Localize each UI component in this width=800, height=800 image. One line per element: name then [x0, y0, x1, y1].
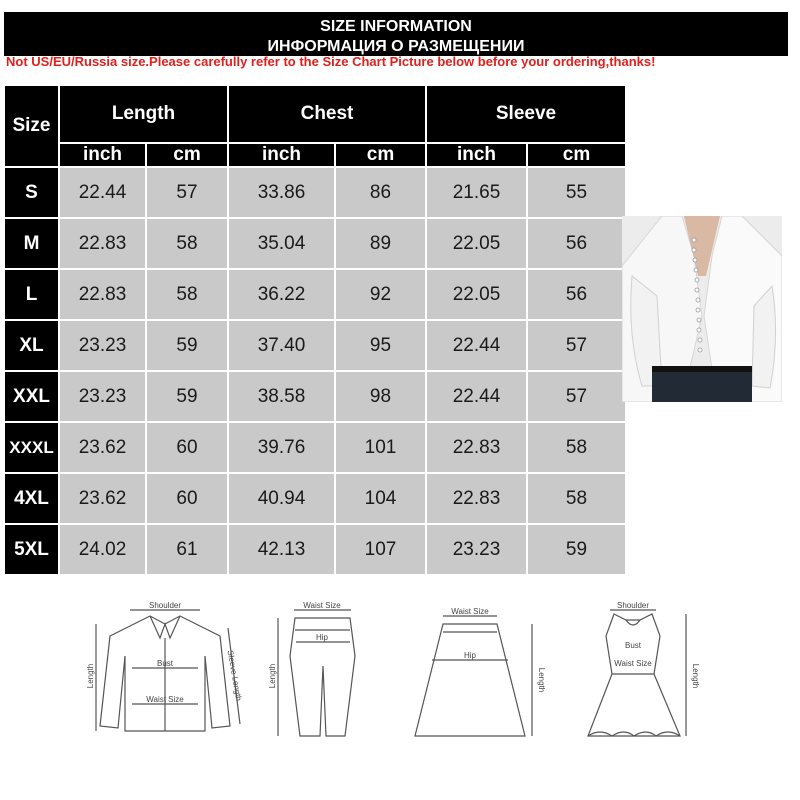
- table-row: [5, 219, 625, 268]
- skirt-waist-label: Waist Size: [451, 607, 489, 616]
- skirt-diagram: [415, 616, 532, 736]
- table-cell: 101: [336, 423, 425, 472]
- table-cell: 57: [528, 372, 625, 421]
- table-cell: 57: [528, 321, 625, 370]
- table-cell: 60: [147, 423, 227, 472]
- table-cell: 59: [528, 525, 625, 574]
- chest-header: Chest: [229, 86, 425, 142]
- unit-header: cm: [336, 144, 425, 166]
- table-cell: 23.62: [60, 423, 145, 472]
- size-label: XXXL: [5, 423, 58, 472]
- length-header: Length: [60, 86, 227, 142]
- size-label: L: [5, 270, 58, 319]
- size-label: XXL: [5, 372, 58, 421]
- table-cell: 22.44: [427, 321, 526, 370]
- skirt-length-label: Length: [537, 667, 546, 693]
- dress-waist-label: Waist Size: [614, 659, 652, 668]
- table-row: [5, 525, 625, 574]
- table-cell: 61: [147, 525, 227, 574]
- table-row: [5, 168, 625, 217]
- size-label: 4XL: [5, 474, 58, 523]
- unit-header: cm: [528, 144, 625, 166]
- table-cell: 42.13: [229, 525, 334, 574]
- unit-header: inch: [427, 144, 526, 166]
- table-cell: 107: [336, 525, 425, 574]
- size-label: M: [5, 219, 58, 268]
- skirt-hip-label: Hip: [463, 651, 477, 660]
- sleeve-header: Sleeve: [427, 86, 625, 142]
- table-cell: 58: [528, 423, 625, 472]
- shirt-length-label: Length: [86, 663, 95, 689]
- table-row: [5, 423, 625, 472]
- shirt-sleeve-label: Sleeve Length: [225, 649, 244, 702]
- unit-header: cm: [147, 144, 227, 166]
- table-cell: 59: [147, 321, 227, 370]
- size-chart-table: [3, 84, 627, 576]
- table-cell: 86: [336, 168, 425, 217]
- size-info-header: [4, 12, 788, 56]
- table-cell: 22.44: [427, 372, 526, 421]
- shirt-shoulder-label: Shoulder: [148, 601, 182, 610]
- size-notice: Not US/EU/Russia size.Please carefully refer to the Size Chart Picture below before your ordering,thanks!: [6, 55, 656, 69]
- title-russian: ИНФОРМАЦИЯ О РАЗМЕЩЕНИИ: [267, 38, 525, 55]
- table-cell: 39.76: [229, 423, 334, 472]
- table-cell: 22.83: [60, 270, 145, 319]
- shirt-diagram: [96, 610, 240, 731]
- table-cell: 22.05: [427, 219, 526, 268]
- table-cell: 22.05: [427, 270, 526, 319]
- table-cell: 36.22: [229, 270, 334, 319]
- table-row: [5, 270, 625, 319]
- table-cell: 92: [336, 270, 425, 319]
- blouse-image: [622, 216, 782, 402]
- pants-hip-label: Hip: [315, 633, 329, 642]
- table-cell: 23.23: [60, 321, 145, 370]
- table-cell: 56: [528, 270, 625, 319]
- table-cell: 58: [147, 270, 227, 319]
- table-cell: 22.83: [427, 423, 526, 472]
- unit-header: inch: [229, 144, 334, 166]
- table-cell: 21.65: [427, 168, 526, 217]
- table-cell: 98: [336, 372, 425, 421]
- table-cell: 37.40: [229, 321, 334, 370]
- table-cell: 33.86: [229, 168, 334, 217]
- table-cell: 104: [336, 474, 425, 523]
- size-column-header: Size: [5, 86, 58, 166]
- size-label: S: [5, 168, 58, 217]
- dress-length-label: Length: [691, 663, 700, 689]
- shirt-bust-label: Bust: [156, 659, 174, 668]
- pants-diagram: [278, 610, 355, 736]
- table-cell: 56: [528, 219, 625, 268]
- table-cell: 60: [147, 474, 227, 523]
- pants-length-label: Length: [268, 663, 277, 689]
- table-cell: 23.23: [427, 525, 526, 574]
- size-label: 5XL: [5, 525, 58, 574]
- table-cell: 58: [528, 474, 625, 523]
- table-cell: 23.23: [60, 372, 145, 421]
- table-cell: 23.62: [60, 474, 145, 523]
- title-english: SIZE INFORMATION: [320, 18, 472, 35]
- unit-header: inch: [60, 144, 145, 166]
- shirt-waist-label: Waist Size: [146, 695, 184, 704]
- product-photo: [622, 216, 782, 402]
- table-cell: 57: [147, 168, 227, 217]
- table-cell: 22.83: [427, 474, 526, 523]
- table-cell: 22.83: [60, 219, 145, 268]
- table-cell: 59: [147, 372, 227, 421]
- dress-diagram: [588, 610, 686, 736]
- dress-shoulder-label: Shoulder: [616, 601, 650, 610]
- table-cell: 58: [147, 219, 227, 268]
- table-row: [5, 372, 625, 421]
- table-cell: 40.94: [229, 474, 334, 523]
- table-cell: 55: [528, 168, 625, 217]
- table-cell: 35.04: [229, 219, 334, 268]
- pants-waist-label: Waist Size: [303, 601, 341, 610]
- table-cell: 22.44: [60, 168, 145, 217]
- table-cell: 24.02: [60, 525, 145, 574]
- table-cell: 89: [336, 219, 425, 268]
- measurement-diagrams: [0, 596, 800, 756]
- size-label: XL: [5, 321, 58, 370]
- dress-bust-label: Bust: [624, 641, 642, 650]
- table-cell: 38.58: [229, 372, 334, 421]
- table-row: [5, 474, 625, 523]
- table-cell: 95: [336, 321, 425, 370]
- table-row: [5, 321, 625, 370]
